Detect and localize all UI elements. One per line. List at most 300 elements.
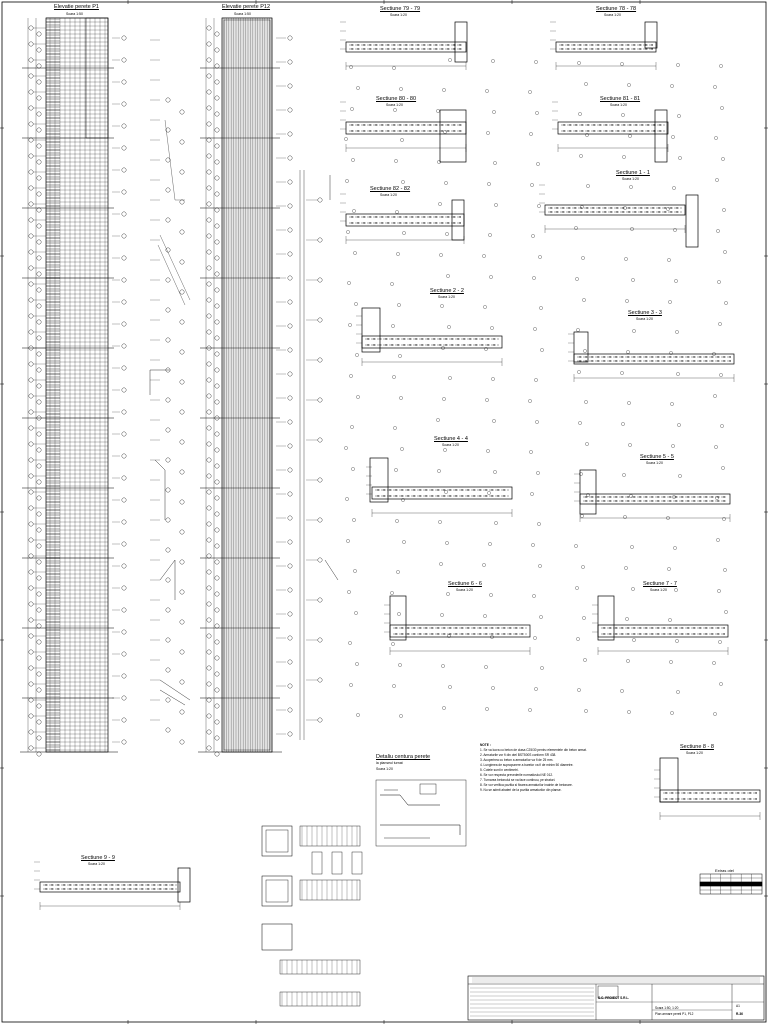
bar-mark-circle [37,448,41,452]
rebar-dot [443,627,444,628]
rebar-dot [391,344,392,345]
bar-mark-circle [215,704,219,708]
rebar-dot [621,48,622,49]
rebar-dot [383,495,384,496]
bar-mark-circle [29,282,33,286]
rebar-dot [579,48,580,49]
rebar-dot [75,888,76,889]
bar-mark-circle [288,732,292,736]
rebar-dot [451,344,452,345]
rebar-dot [621,356,622,357]
bar-mark-circle [37,336,41,340]
annotation-bubble [718,322,721,325]
bar-mark-circle [318,358,322,362]
rebar-dot [147,884,148,885]
annotation-bubble [584,82,587,85]
annotation-bubble [535,420,538,423]
bar-mark-circle [37,368,41,372]
bar-mark-circle [207,554,211,558]
stirrup-detail [262,826,292,856]
rebar-dot [609,356,610,357]
rebar-dot [556,211,557,212]
rebar-dot [469,338,470,339]
rebar-dot [487,344,488,345]
annotation-bubble [446,274,449,277]
annotation-bubble [448,376,451,379]
annotation-bubble [345,497,348,500]
rebar-dot [681,627,682,628]
bar-mark-circle [215,336,219,340]
bar-mark-circle [288,612,292,616]
bar-mark-circle [166,128,170,132]
annotation-bubble [584,400,587,403]
rebar-dot [429,124,430,125]
annotation-bubble [488,233,491,236]
rebar-dot [423,222,424,223]
annotation-bubble [402,231,405,234]
rebar-dot [675,356,676,357]
rebar-dot [609,627,610,628]
rebar-dot [397,338,398,339]
bar-mark-circle [122,300,126,304]
hook-detail [312,852,322,874]
rebar-dot [711,633,712,634]
rebar-dot [653,124,654,125]
rebar-dot [573,44,574,45]
section-title: Sectiune 7 - 7 [643,581,677,587]
rebar-dot [585,496,586,497]
section-78-leg [645,22,657,48]
annotation-bubble [448,58,451,61]
rebar-dot [621,500,622,501]
annotation-bubble [678,156,681,159]
rebar-dot [651,44,652,45]
rebar-dot [627,633,628,634]
bar-mark-circle [288,684,292,688]
rebar-dot [693,496,694,497]
annotation-bubble [436,109,439,112]
annotation-bubble [626,350,629,353]
rebar-dot [393,124,394,125]
stirrup-detail-inner [266,830,288,852]
rebar-dot [455,489,456,490]
rebar-dot [429,222,430,223]
rebar-dot [658,207,659,208]
rebar-dot [610,211,611,212]
rebar-dot [509,633,510,634]
annotation-bubble [537,522,540,525]
rebar-dot [57,884,58,885]
bar-mark-circle [180,410,184,414]
bar-mark-circle [122,124,126,128]
rebar-dot [627,500,628,501]
bar-mark-circle [122,322,126,326]
rebar-dot [129,888,130,889]
bar-mark-circle [37,384,41,388]
rebar-dot [431,495,432,496]
rebar-dot [669,360,670,361]
bar-mark-circle [37,544,41,548]
bar-mark-circle [122,256,126,260]
rebar-dot [435,216,436,217]
bar-mark-circle [37,688,41,692]
rebar-dot [699,500,700,501]
rebar-dot [479,489,480,490]
annotation-bubble [392,66,395,69]
rebar-dot [51,888,52,889]
annotation-bubble [401,180,404,183]
bar-mark-circle [29,362,33,366]
bar-mark-circle [207,26,211,30]
rebar-dot [351,44,352,45]
annotation-bubble [583,658,586,661]
rebar-dot [689,798,690,799]
rebar-dot [749,798,750,799]
bar-mark-circle [37,32,41,36]
rebar-dot [363,130,364,131]
section-title: Sectiune 78 - 78 [596,6,637,12]
rebar-dot [635,130,636,131]
rebar-dot [586,211,587,212]
rebar-dot [413,627,414,628]
bar-mark-circle [29,154,33,158]
rebar-dot [405,48,406,49]
rebar-dot [447,44,448,45]
rebar-dot [441,130,442,131]
annotation-bubble [719,64,722,67]
rebar-dot [375,216,376,217]
rebar-dot [550,211,551,212]
bar-mark-circle [122,234,126,238]
bar-mark-circle [207,250,211,254]
rebar-dot [633,496,634,497]
rebar-dot [437,495,438,496]
rebar-dot [677,798,678,799]
annotation-bubble [397,303,400,306]
annotation-bubble [402,540,405,543]
rebar-dot [111,888,112,889]
rebar-dot [645,360,646,361]
bar-mark-circle [288,228,292,232]
rebar-dot [69,888,70,889]
annotation-bubble [580,514,583,517]
section-scale: Scara 1:20 [386,103,403,107]
bar-mark-circle [180,500,184,504]
bar-mark-circle [180,320,184,324]
bar-mark-circle [122,454,126,458]
rebar-dot [399,216,400,217]
rebar-dot [487,338,488,339]
bar-mark-circle [122,80,126,84]
rebar-dot [447,124,448,125]
rebar-dot [421,338,422,339]
annotation-bubble [394,159,397,162]
annotation-bubble [346,230,349,233]
rebar-dot [459,44,460,45]
bar-mark-circle [288,468,292,472]
bar-mark-circle [180,590,184,594]
rebar-dot [646,207,647,208]
annotation-bubble [585,442,588,445]
bar-mark-circle [180,680,184,684]
rebar-dot [683,792,684,793]
annotation-bubble [492,419,495,422]
section-scale: Scara 1:20 [604,13,621,17]
rebar-dot [604,211,605,212]
rebar-dot [399,44,400,45]
rebar-dot [645,627,646,628]
rebar-dot [425,489,426,490]
bar-mark-circle [122,652,126,656]
annotation-bubble [348,641,351,644]
rebar-dot [579,356,580,357]
section-82 [346,214,464,226]
section-scale: Scara 1:20 [646,461,663,465]
bar-mark-circle [288,36,292,40]
rebar-dot [497,495,498,496]
rebar-dot [663,496,664,497]
rebar-dot [550,207,551,208]
rebar-dot [375,124,376,125]
annotation-bubble [484,665,487,668]
rebar-dot [591,48,592,49]
bar-mark-circle [318,278,322,282]
section-78 [556,42,656,52]
rebar-dot [705,500,706,501]
annotation-bubble [628,134,631,137]
annotation-bubble [539,615,542,618]
bar-mark-circle [29,170,33,174]
bar-mark-circle [215,352,219,356]
annotation-bubble [528,90,531,93]
annotation-bubble [675,639,678,642]
annotation-bubble [440,613,443,616]
rebar-dot [405,130,406,131]
bar-mark-circle [37,752,41,756]
section-7-leg [598,596,614,640]
annotation-bubble [721,157,724,160]
annotation-bubble [720,424,723,427]
rebar-dot [417,48,418,49]
rebar-dot [689,792,690,793]
annotation-bubble [400,138,403,141]
annotation-bubble [446,592,449,595]
rebar-dot [383,489,384,490]
rebar-dot [363,216,364,217]
section-title: Sectiune 4 - 4 [434,436,468,442]
annotation-bubble [621,422,624,425]
bar-mark-circle [166,158,170,162]
bar-mark-circle [207,394,211,398]
annotation-bubble [539,306,542,309]
annotation-bubble [716,538,719,541]
annotation-bubble [713,85,716,88]
annotation-bubble [491,377,494,380]
rebar-dot [592,207,593,208]
annotation-bubble [574,544,577,547]
rebar-dot [485,627,486,628]
annotation-bubble [353,251,356,254]
bar-mark-circle [29,330,33,334]
annotation-bubble [352,518,355,521]
bar-mark-circle [318,638,322,642]
annotation-bubble [391,642,394,645]
rebar-dot [585,360,586,361]
rebar-dot [725,798,726,799]
bar-mark-circle [37,176,41,180]
bar-mark-circle [122,190,126,194]
rebar-dot [641,130,642,131]
annotation-bubble [352,209,355,212]
annotation-bubble [575,277,578,280]
bar-mark-circle [29,298,33,302]
rebar-dot [377,495,378,496]
rebar-dot [439,338,440,339]
annotation-bubble [581,256,584,259]
rebar-dot [598,207,599,208]
bar-mark-circle [37,480,41,484]
annotation-bubble [350,107,353,110]
annotation-bubble [485,707,488,710]
rebar-dot [381,48,382,49]
bar-mark-circle [37,672,41,676]
bar-mark-circle [37,128,41,132]
bar-mark-circle [215,496,219,500]
rebar-dot [640,207,641,208]
annotation-bubble [720,106,723,109]
rebar-dot [421,344,422,345]
rebar-dot [429,44,430,45]
note-line: 5. Cotele sunt in centimetri. [480,768,519,772]
rebar-dot [429,130,430,131]
rebar-dot [449,495,450,496]
annotation-bubble [538,564,541,567]
rebar-dot [411,216,412,217]
title-block-number: R-36 [736,1012,743,1016]
bar-mark-circle [37,704,41,708]
section-scale: Scara 1:20 [380,193,397,197]
bar-mark-circle [166,728,170,732]
rebar-dot [693,500,694,501]
section-title: Sectiune 79 - 79 [380,6,421,12]
rebar-dot [669,500,670,501]
annotation-bubble [439,253,442,256]
rebar-dot [445,344,446,345]
rebar-dot [717,500,718,501]
annotation-bubble [533,636,536,639]
bar-mark-circle [29,26,33,30]
note-line: 2. Armaturile vor fi din otel BST500S conform SR 438. [480,753,557,757]
annotation-bubble [713,712,716,715]
rebar-dot [627,627,628,628]
rebar-dot [681,633,682,634]
bar-mark-circle [207,74,211,78]
annotation-bubble [345,179,348,182]
rebar-dot [135,888,136,889]
annotation-bubble [442,88,445,91]
bar-mark-circle [29,746,33,750]
rebar-dot [713,792,714,793]
rebar-dot [93,884,94,885]
rebar-dot [725,792,726,793]
rebar-dot [449,627,450,628]
bar-mark-circle [207,122,211,126]
bar-mark-circle [215,160,219,164]
notes-block [480,743,587,793]
rebar-dot [445,338,446,339]
bar-mark-circle [122,146,126,150]
rebar-dot [663,627,664,628]
bar-mark-circle [215,96,219,100]
rebar-dot [611,130,612,131]
bar-mark-circle [29,234,33,238]
rebar-dot [457,338,458,339]
rebar-dot [117,884,118,885]
bar-mark-circle [207,106,211,110]
section-title: Sectiune 3 - 3 [628,310,662,316]
rebar-dot [475,338,476,339]
rebar-dot [705,627,706,628]
rebar-dot [639,496,640,497]
rebar-dot [598,211,599,212]
title-block-revision: A1 [736,1004,740,1008]
bar-mark-circle [180,230,184,234]
section-79 [346,42,466,52]
bar-mark-circle [318,398,322,402]
annotation-bubble [624,257,627,260]
section-6 [390,625,530,637]
bar-mark-circle [207,634,211,638]
rebar-dot [671,792,672,793]
section-title: Sectiune 81 - 81 [600,96,641,102]
annotation-bubble [629,185,632,188]
title-block-company: S.C. PROIECT S.R.L. [598,996,630,1000]
rebar-dot [677,792,678,793]
notes-heading: NOTE : [480,743,491,747]
rebar-dot [351,48,352,49]
bar-mark-circle [207,378,211,382]
rebar-dot [617,130,618,131]
bar-mark-circle [122,58,126,62]
bar-mark-circle [29,554,33,558]
rebar-dot [441,44,442,45]
section-4 [372,487,512,499]
section-8 [660,790,760,802]
rebar-dot [645,496,646,497]
annotation-bubble [622,473,625,476]
annotation-bubble [494,203,497,206]
annotation-bubble [483,305,486,308]
bar-mark-circle [166,248,170,252]
rebar-dot [413,495,414,496]
rebar-dot [563,124,564,125]
rebar-dot [503,627,504,628]
rebar-dot [93,888,94,889]
rebar-dot [653,130,654,131]
annotation-bubble [675,330,678,333]
rebar-dot [615,44,616,45]
rebar-dot [609,633,610,634]
rebar-dot [639,44,640,45]
annotation-bubble [355,662,358,665]
annotation-bubble [576,637,579,640]
rebar-dot [723,356,724,357]
annotation-bubble [576,328,579,331]
bar-mark-circle [215,544,219,548]
rebar-dot [135,884,136,885]
rebar-dot [622,211,623,212]
rebar-dot [411,130,412,131]
